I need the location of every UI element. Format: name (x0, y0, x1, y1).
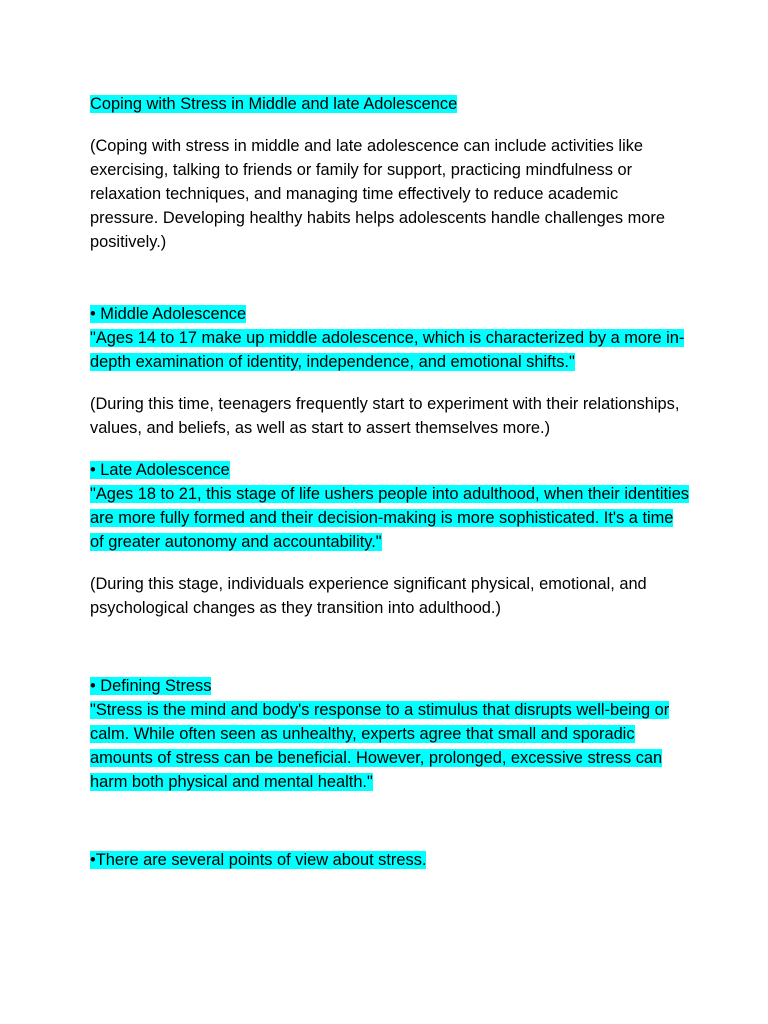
stress-viewpoints-point (90, 848, 690, 872)
intro-paragraph: (Coping with stress in middle and late adolescence can include activities like exercising, talking to friends or family for support, practicing mindfulness or relaxation techniques, and managing time effectively to reduce academic pressure. Developing healthy habits helps adolescents handle challenges more positively.) (90, 137, 665, 251)
middle-adolescence-note: (During this time, teenagers frequently start to experiment with their relationships, values, and beliefs, as well as start to assert themselves more.) (90, 395, 680, 437)
document-title (90, 92, 690, 116)
late-adolescence-note: (During this stage, individuals experience significant physical, emotional, and psychological changes as they transition into adulthood.) (90, 575, 647, 617)
late-adolescence-section (90, 458, 690, 554)
defining-stress-heading: • Defining Stress (90, 677, 212, 695)
late-adolescence-heading: • Late Adolescence (90, 461, 230, 479)
stress-viewpoints-text: •There are several points of view about stress. (90, 851, 427, 869)
defining-stress-section (90, 674, 690, 794)
title-text: Coping with Stress in Middle and late Adolescence (90, 95, 458, 113)
middle-adolescence-section (90, 302, 690, 374)
document-page (90, 92, 690, 872)
defining-stress-quote: "Stress is the mind and body's response to a stimulus that disrupts well-being or calm. While often seen as unhealthy, experts agree that small and sporadic amounts of stress can be beneficial. However, prolonged, excessive stress can harm both physical and mental health." (90, 701, 670, 791)
middle-adolescence-quote: "Ages 14 to 17 make up middle adolescence, which is characterized by a more in-depth examination of identity, independence, and emotional shifts." (90, 329, 685, 371)
late-adolescence-quote: "Ages 18 to 21, this stage of life ushers people into adulthood, when their identities are more fully formed and their decision-making is more sophisticated. It's a time of greater autonomy and accountability." (90, 485, 690, 551)
middle-adolescence-heading: • Middle Adolescence (90, 305, 247, 323)
